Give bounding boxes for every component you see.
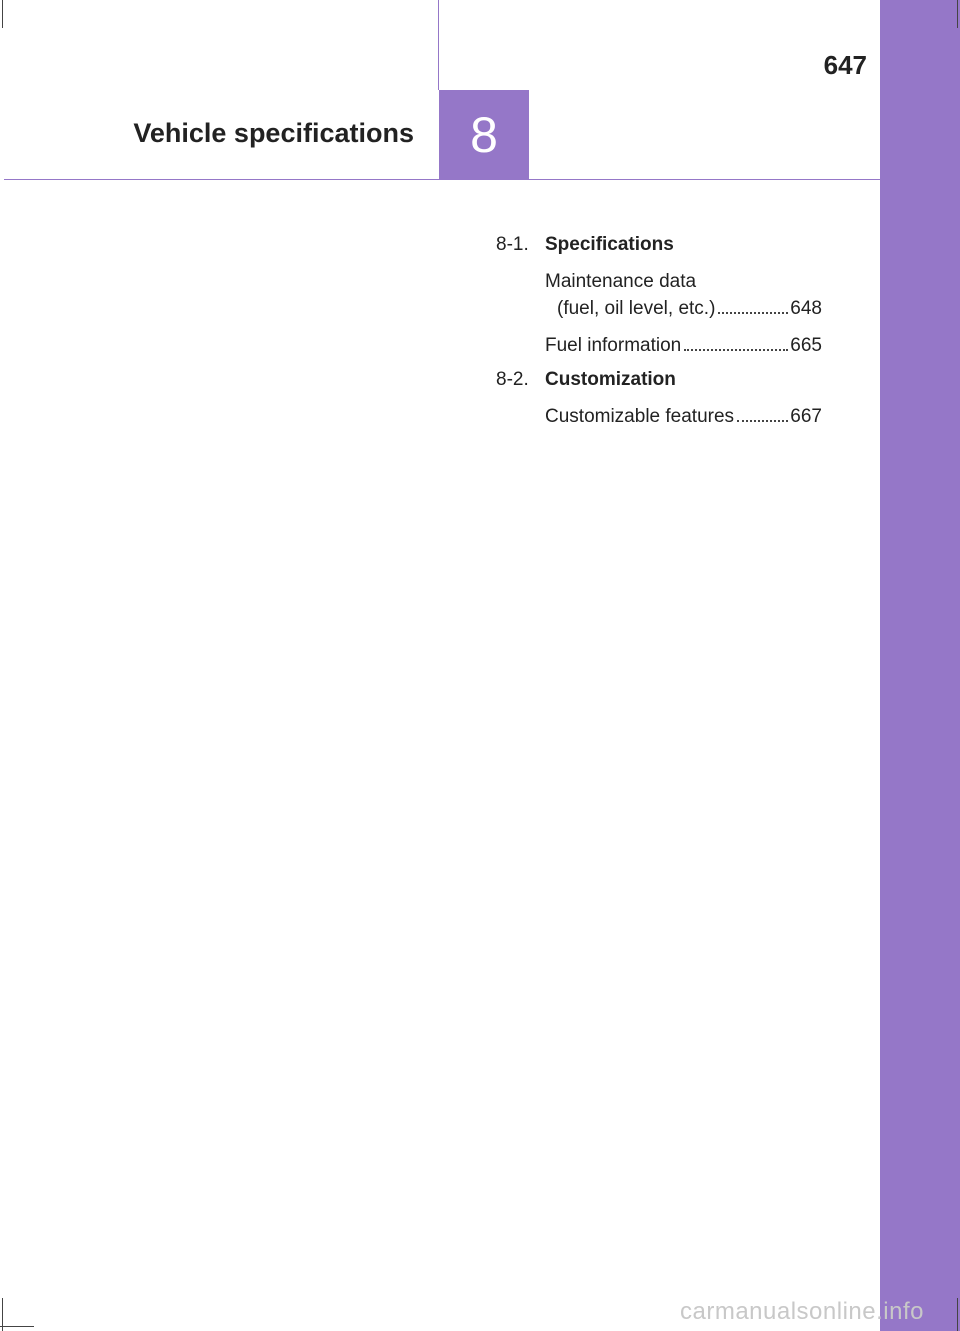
toc-section-number: 8-2. (496, 369, 529, 390)
toc-entry-title: Customizable features (545, 406, 735, 427)
toc-entry-customizable-features[interactable] (545, 403, 822, 430)
toc-entry-title: Fuel information (545, 335, 682, 356)
dot-leader (684, 348, 788, 351)
toc-section-heading[interactable] (496, 234, 822, 258)
crop-mark (0, 1326, 34, 1327)
watermark: carmanualsonline.info (680, 1298, 924, 1325)
toc-section-title: Customization (545, 369, 676, 390)
crop-mark (957, 0, 958, 28)
toc-entry-page: 667 (790, 406, 822, 427)
crop-mark (2, 0, 3, 28)
dot-leader (718, 311, 788, 314)
page-number: 647 (823, 50, 867, 80)
toc-entry-subtitle: (fuel, oil level, etc.) (557, 298, 716, 319)
crop-mark (957, 1298, 958, 1331)
toc-entry-fuel-information[interactable] (545, 332, 822, 359)
toc-entry-title: Maintenance data (545, 271, 697, 292)
toc-entry-maintenance-data[interactable] (545, 268, 822, 322)
toc-section-number: 8-1. (496, 234, 529, 255)
chapter-number: 8 (470, 107, 498, 163)
header-divider (438, 0, 439, 90)
chapter-title: Vehicle specifications (133, 118, 414, 148)
chapter-side-band (880, 0, 960, 1331)
dot-leader (737, 419, 788, 422)
chapter-number-badge (439, 90, 529, 180)
toc-section-title: Specifications (545, 234, 674, 255)
toc-entry-page: 648 (790, 298, 822, 319)
table-of-contents (496, 234, 822, 440)
toc-section-heading[interactable] (496, 369, 822, 393)
toc-entry-page: 665 (790, 335, 822, 356)
